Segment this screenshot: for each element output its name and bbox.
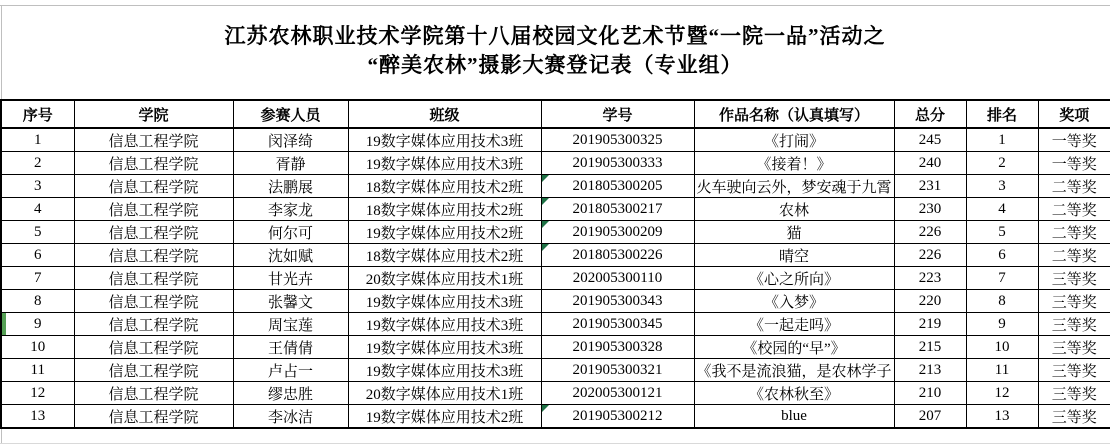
table-row [1,198,1110,221]
cell-index[interactable]: 4 [1,198,74,221]
cell-rank[interactable]: 13 [966,405,1038,429]
cell-score[interactable]: 219 [894,313,966,336]
cell-student-id[interactable]: 201805300205 [541,175,694,198]
cell-rank[interactable]: 8 [966,290,1038,313]
cell-college[interactable]: 信息工程学院 [74,382,233,405]
cell-participant[interactable]: 缪忠胜 [233,382,348,405]
cell-score[interactable]: 220 [894,290,966,313]
table-row [1,359,1110,382]
title-line-1: 江苏农林职业技术学院第十八届校园文化艺术节暨“一院一品”活动之 [224,24,886,48]
cell-college[interactable]: 信息工程学院 [74,336,233,359]
cell-index[interactable]: 2 [1,152,74,175]
cell-student-id[interactable]: 201905300212 [541,405,694,429]
cell-student-id[interactable]: 201805300226 [541,244,694,267]
cell-work-title[interactable]: blue [694,405,894,429]
cell-college[interactable]: 信息工程学院 [74,359,233,382]
cell-student-id[interactable]: 201905300209 [541,221,694,244]
cell-score[interactable]: 226 [894,244,966,267]
table-row [1,128,1110,152]
title-line-2: “醉美农林”摄影大赛登记表（专业组） [367,53,743,77]
cell-work-title[interactable]: 晴空 [694,244,894,267]
cell-award[interactable]: 三等奖 [1038,359,1110,382]
cell-score[interactable]: 215 [894,336,966,359]
cell-score[interactable]: 207 [894,405,966,429]
cell-index[interactable]: 7 [1,267,74,290]
cell-rank[interactable]: 5 [966,221,1038,244]
header-student-id[interactable]: 学号 [541,100,694,128]
cell-award[interactable]: 三等奖 [1038,382,1110,405]
header-score[interactable]: 总分 [894,100,966,128]
header-participant[interactable]: 参赛人员 [233,100,348,128]
table-row [1,405,1110,429]
cell-rank[interactable]: 4 [966,198,1038,221]
cell-score[interactable]: 230 [894,198,966,221]
cell-award[interactable]: 三等奖 [1038,313,1110,336]
cell-college[interactable]: 信息工程学院 [74,221,233,244]
cell-class[interactable]: 20数字媒体应用技术1班 [348,382,541,405]
cell-award[interactable]: 三等奖 [1038,405,1110,429]
header-class[interactable]: 班级 [348,100,541,128]
header-index[interactable]: 序号 [1,100,74,128]
cell-student-id[interactable]: 201905300343 [541,290,694,313]
cell-index[interactable]: 3 [1,175,74,198]
cell-score[interactable]: 231 [894,175,966,198]
cell-rank[interactable]: 1 [966,128,1038,152]
cell-student-id[interactable]: 202005300110 [541,267,694,290]
cell-student-id[interactable]: 201905300328 [541,336,694,359]
header-row [1,100,1110,128]
cell-college[interactable]: 信息工程学院 [74,198,233,221]
cell-class[interactable]: 18数字媒体应用技术2班 [348,175,541,198]
cell-participant[interactable]: 卢占一 [233,359,348,382]
cell-class[interactable]: 19数字媒体应用技术3班 [348,359,541,382]
cell-college[interactable]: 信息工程学院 [74,405,233,429]
cell-class[interactable]: 19数字媒体应用技术3班 [348,128,541,152]
cell-score[interactable]: 226 [894,221,966,244]
cell-participant[interactable]: 李冰洁 [233,405,348,429]
cell-work-title[interactable]: 猫 [694,221,894,244]
cell-participant[interactable]: 何尔可 [233,221,348,244]
header-award[interactable]: 奖项 [1038,100,1110,128]
cell-award[interactable]: 三等奖 [1038,290,1110,313]
cell-college[interactable]: 信息工程学院 [74,290,233,313]
cell-rank[interactable]: 2 [966,152,1038,175]
table-row [1,313,1110,336]
cell-work-title[interactable]: 《一起走吗》 [694,313,894,336]
cell-index[interactable]: 5 [1,221,74,244]
cell-rank[interactable]: 9 [966,313,1038,336]
cell-class[interactable]: 18数字媒体应用技术2班 [348,198,541,221]
cell-index[interactable]: 13 [1,405,74,429]
cell-college[interactable]: 信息工程学院 [74,267,233,290]
table-title [0,0,1110,99]
cell-class[interactable]: 18数字媒体应用技术2班 [348,244,541,267]
cell-participant[interactable]: 胥静 [233,152,348,175]
cell-class[interactable]: 19数字媒体应用技术3班 [348,336,541,359]
cell-student-id[interactable]: 202005300121 [541,382,694,405]
cell-participant[interactable]: 张馨文 [233,290,348,313]
cell-score[interactable]: 245 [894,128,966,152]
cell-class[interactable]: 19数字媒体应用技术2班 [348,405,541,429]
cell-participant[interactable]: 沈如赋 [233,244,348,267]
cell-work-title[interactable]: 农林 [694,198,894,221]
table-row [1,152,1110,175]
cell-index[interactable]: 10 [1,336,74,359]
cell-class[interactable]: 19数字媒体应用技术3班 [348,290,541,313]
cell-work-title[interactable]: 《入梦》 [694,290,894,313]
cell-participant[interactable]: 李家龙 [233,198,348,221]
cell-award[interactable]: 三等奖 [1038,336,1110,359]
table-row [1,221,1110,244]
cell-participant[interactable]: 闵泽绮 [233,128,348,152]
cell-college[interactable]: 信息工程学院 [74,244,233,267]
cell-college[interactable]: 信息工程学院 [74,128,233,152]
cell-award[interactable]: 二等奖 [1038,244,1110,267]
cell-college[interactable]: 信息工程学院 [74,175,233,198]
cell-index[interactable]: 8 [1,290,74,313]
table-row [1,175,1110,198]
cell-score[interactable]: 223 [894,267,966,290]
cell-student-id[interactable]: 201905300333 [541,152,694,175]
header-rank[interactable]: 排名 [966,100,1038,128]
table-row [1,244,1110,267]
cell-score[interactable]: 240 [894,152,966,175]
cell-class[interactable]: 20数字媒体应用技术1班 [348,267,541,290]
cell-work-title[interactable]: 火车驶向云外，梦安魂于九霄 [694,175,894,198]
results-table [0,99,1110,429]
table-row [1,336,1110,359]
cell-student-id[interactable]: 201905300321 [541,359,694,382]
cell-score[interactable]: 210 [894,382,966,405]
cell-student-id[interactable]: 201905300325 [541,128,694,152]
cell-rank[interactable]: 7 [966,267,1038,290]
cell-award[interactable]: 一等奖 [1038,152,1110,175]
cell-rank[interactable]: 3 [966,175,1038,198]
cell-work-title[interactable]: 《我不是流浪猫，是农林学子 [694,359,894,382]
cell-index[interactable]: 1 [1,128,74,152]
cell-work-title[interactable]: 《心之所向》 [694,267,894,290]
cell-class[interactable]: 19数字媒体应用技术3班 [348,313,541,336]
cell-rank[interactable]: 10 [966,336,1038,359]
cell-student-id[interactable]: 201805300217 [541,198,694,221]
cell-work-title[interactable]: 《接着！》 [694,152,894,175]
cell-index[interactable]: 6 [1,244,74,267]
cell-award[interactable]: 三等奖 [1038,267,1110,290]
header-work-title[interactable]: 作品名称（认真填写） [694,100,894,128]
cell-index[interactable]: 11 [1,359,74,382]
cell-college[interactable]: 信息工程学院 [74,152,233,175]
table-row [1,382,1110,405]
table-row [1,290,1110,313]
cell-score[interactable]: 213 [894,359,966,382]
cell-class[interactable]: 19数字媒体应用技术3班 [348,152,541,175]
cell-award[interactable]: 一等奖 [1038,128,1110,152]
cell-participant[interactable]: 法鹏展 [233,175,348,198]
cell-award[interactable]: 二等奖 [1038,198,1110,221]
cell-index[interactable]: 9 [1,313,74,336]
cell-work-title[interactable]: 《农林秋至》 [694,382,894,405]
cell-college[interactable]: 信息工程学院 [74,313,233,336]
cell-participant[interactable]: 周宝莲 [233,313,348,336]
cell-rank[interactable]: 11 [966,359,1038,382]
cell-class[interactable]: 19数字媒体应用技术2班 [348,221,541,244]
cell-participant[interactable]: 王倩倩 [233,336,348,359]
cell-student-id[interactable]: 201905300345 [541,313,694,336]
cell-rank[interactable]: 12 [966,382,1038,405]
cell-award[interactable]: 二等奖 [1038,175,1110,198]
cell-index[interactable]: 12 [1,382,74,405]
cell-award[interactable]: 二等奖 [1038,221,1110,244]
cell-work-title[interactable]: 《校园的“早”》 [694,336,894,359]
header-college[interactable]: 学院 [74,100,233,128]
cell-work-title[interactable]: 《打闹》 [694,128,894,152]
cell-participant[interactable]: 甘光卉 [233,267,348,290]
table-row [1,267,1110,290]
cell-rank[interactable]: 6 [966,244,1038,267]
